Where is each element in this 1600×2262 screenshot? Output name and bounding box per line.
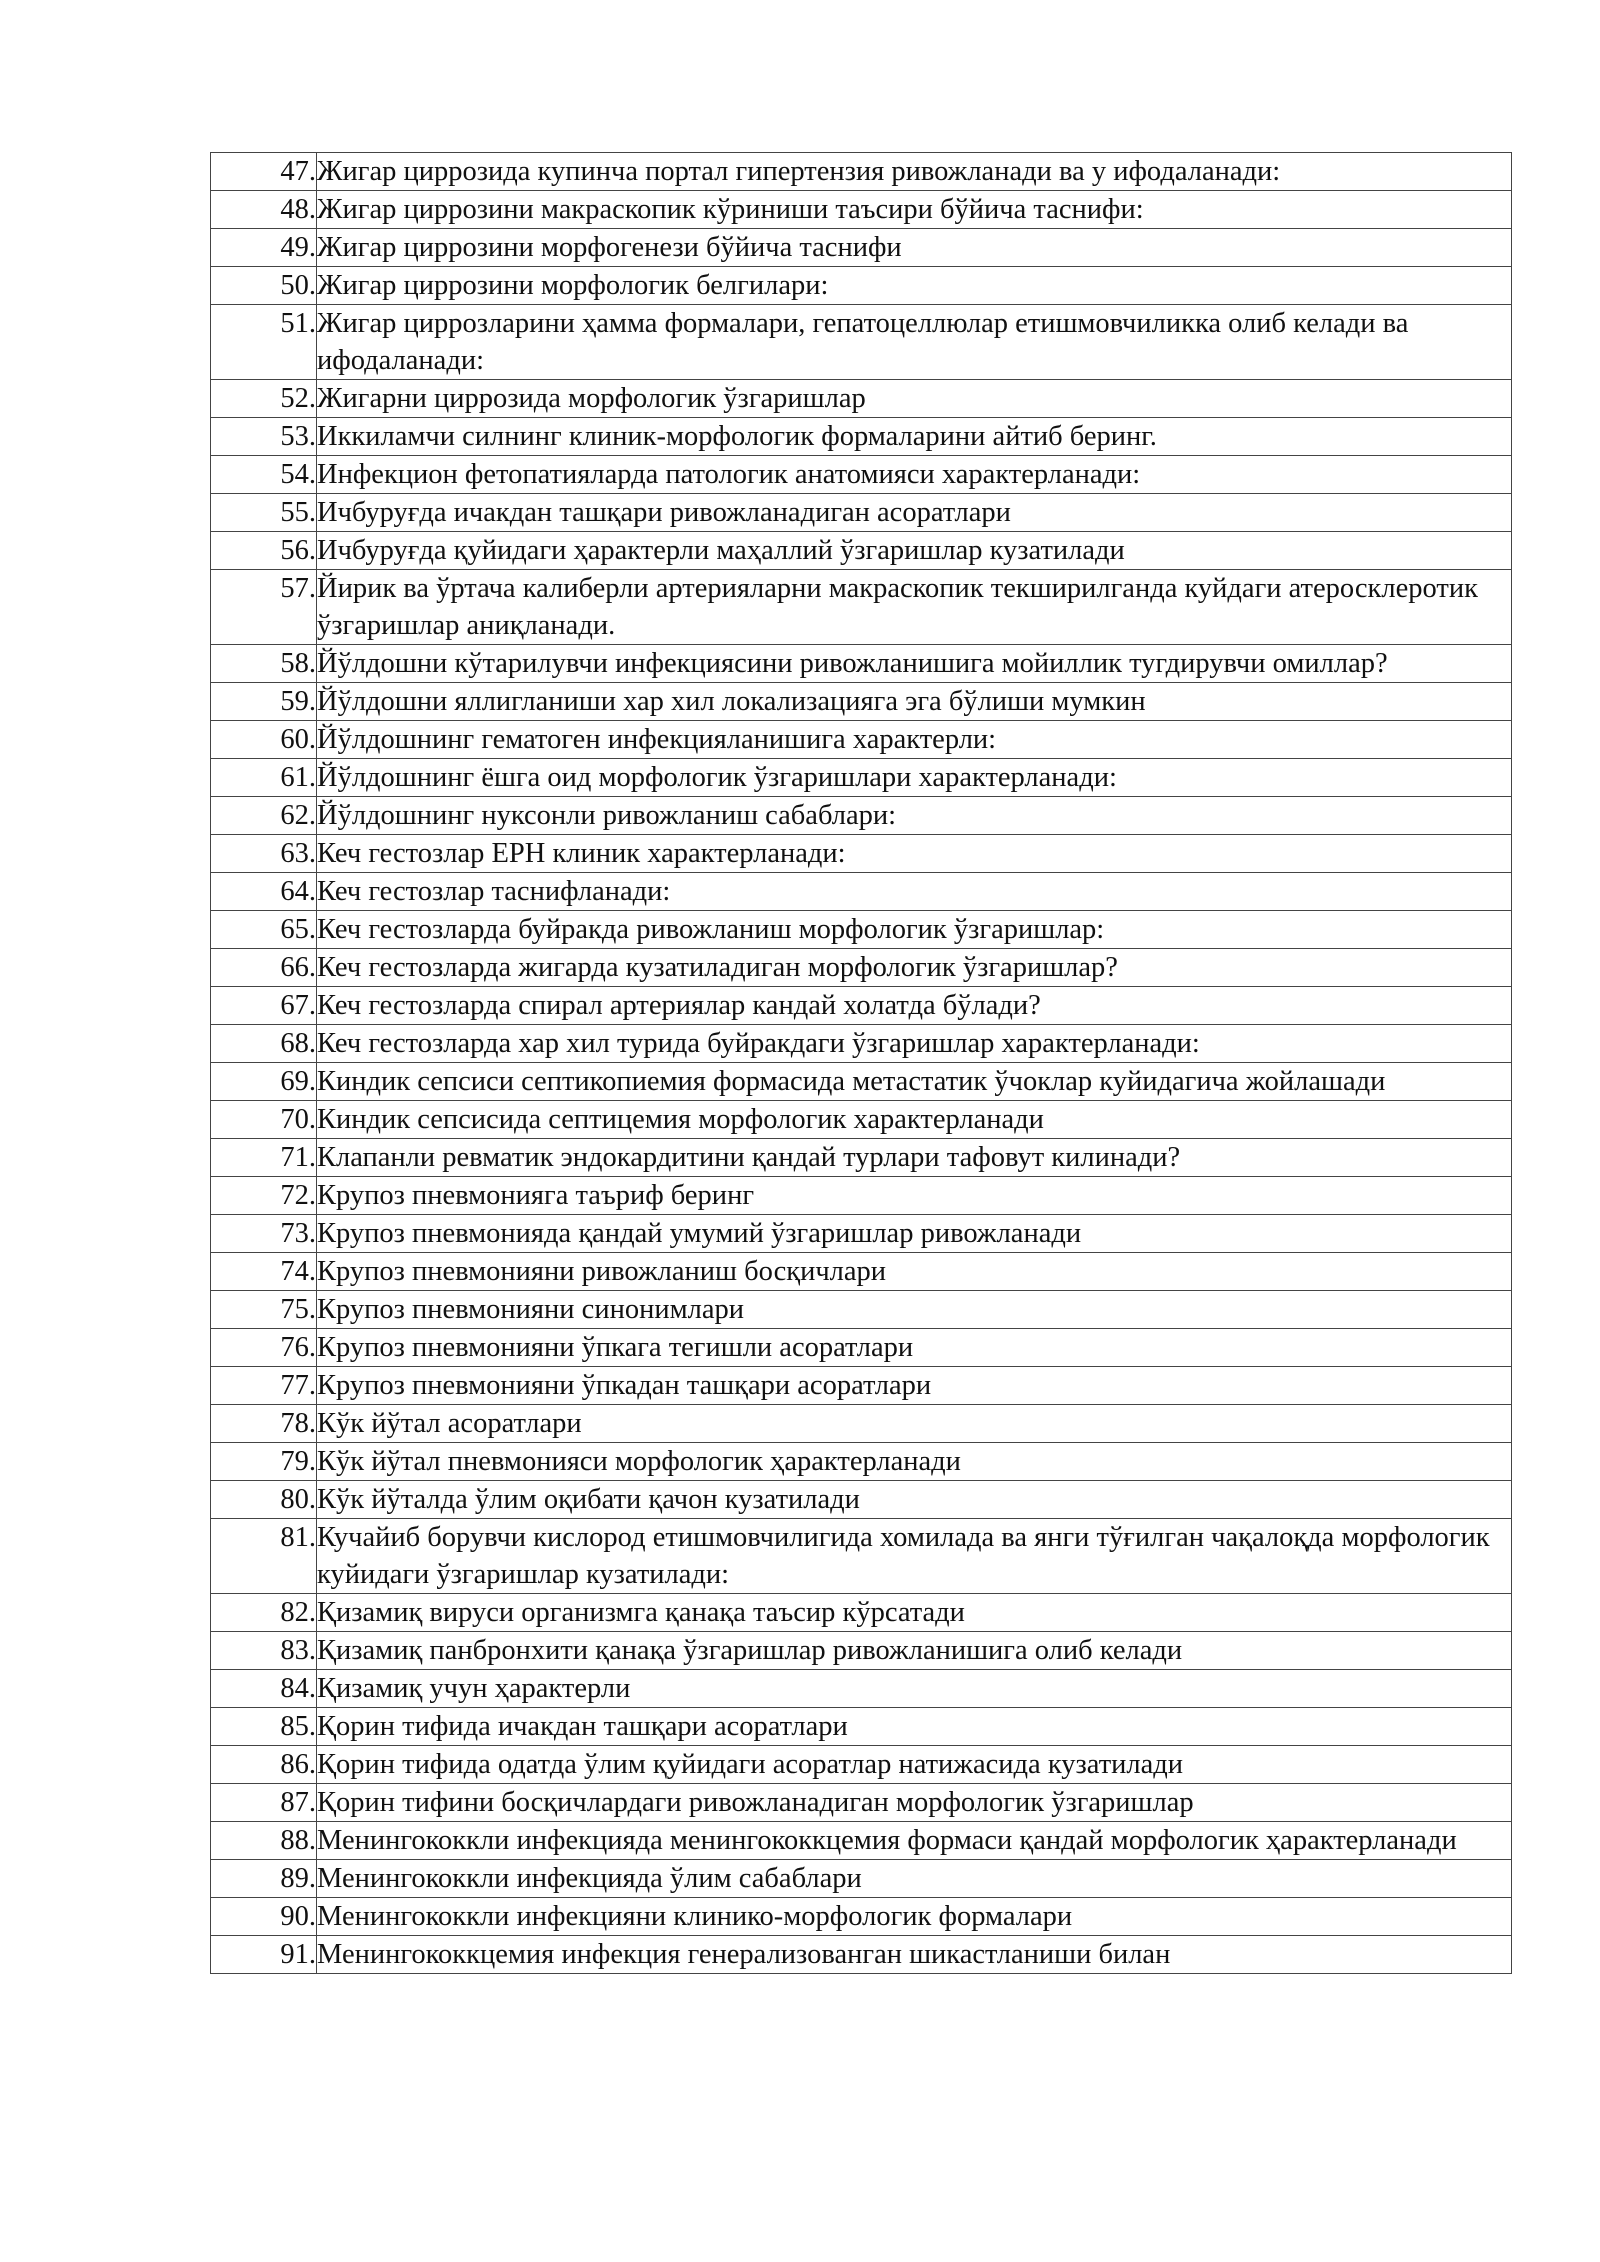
question-number: 56. <box>211 532 317 570</box>
question-number: 85. <box>211 1708 317 1746</box>
table-row <box>211 1519 1512 1594</box>
table-row <box>211 1063 1512 1101</box>
question-text: Крупоз пневмонияни ўпкага тегишли асоратлари <box>317 1329 1512 1367</box>
table-row <box>211 1898 1512 1936</box>
question-text: Кеч гестозларда хар хил турида буйракдаги ўзгаришлар характерланади: <box>317 1025 1512 1063</box>
table-row <box>211 1632 1512 1670</box>
question-text: Кўк йўталда ўлим оқибати қачон кузатилади <box>317 1481 1512 1519</box>
question-number: 70. <box>211 1101 317 1139</box>
question-text: Менингококкли инфекцияда ўлим сабаблари <box>317 1860 1512 1898</box>
question-text: Киндик сепсиси септикопиемия формасида метастатик ўчоклар куйидагича жойлашади <box>317 1063 1512 1101</box>
table-row <box>211 1291 1512 1329</box>
question-text: Қизамиқ панбронхити қанақа ўзгаришлар ривожланишига олиб келади <box>317 1632 1512 1670</box>
question-number: 62. <box>211 797 317 835</box>
question-text: Жигарни циррозида морфологик ўзгаришлар <box>317 380 1512 418</box>
table-row <box>211 1139 1512 1177</box>
table-row <box>211 949 1512 987</box>
question-number: 76. <box>211 1329 317 1367</box>
table-row <box>211 1101 1512 1139</box>
table-row <box>211 456 1512 494</box>
question-number: 90. <box>211 1898 317 1936</box>
question-text: Крупоз пневмонияга таъриф беринг <box>317 1177 1512 1215</box>
question-number: 55. <box>211 494 317 532</box>
questions-table-body <box>211 153 1512 1974</box>
table-row <box>211 494 1512 532</box>
question-number: 86. <box>211 1746 317 1784</box>
question-text: Қизамиқ учун ҳарактерли <box>317 1670 1512 1708</box>
table-row <box>211 1253 1512 1291</box>
question-text: Инфекцион фетопатияларда патологик анатомияси характерланади: <box>317 456 1512 494</box>
table-row <box>211 835 1512 873</box>
question-text: Йўлдошнинг гематоген инфекцияланишига характерли: <box>317 721 1512 759</box>
table-row <box>211 305 1512 380</box>
question-number: 89. <box>211 1860 317 1898</box>
question-text: Йўлдошнинг нуксонли ривожланиш сабаблари: <box>317 797 1512 835</box>
table-row <box>211 1822 1512 1860</box>
question-number: 57. <box>211 570 317 645</box>
question-number: 73. <box>211 1215 317 1253</box>
question-text: Қорин тифида ичакдан ташқари асоратлари <box>317 1708 1512 1746</box>
table-row <box>211 873 1512 911</box>
question-text: Кўк йўтал асоратлари <box>317 1405 1512 1443</box>
question-number: 51. <box>211 305 317 380</box>
question-number: 69. <box>211 1063 317 1101</box>
question-number: 75. <box>211 1291 317 1329</box>
table-row <box>211 1025 1512 1063</box>
question-number: 50. <box>211 267 317 305</box>
question-text: Кеч гестозларда буйракда ривожланиш морфологик ўзгаришлар: <box>317 911 1512 949</box>
question-number: 53. <box>211 418 317 456</box>
question-number: 80. <box>211 1481 317 1519</box>
question-number: 78. <box>211 1405 317 1443</box>
question-text: Крупоз пневмонияни синонимлари <box>317 1291 1512 1329</box>
table-row <box>211 645 1512 683</box>
question-text: Жигар циррозини морфологик белгилари: <box>317 267 1512 305</box>
question-number: 49. <box>211 229 317 267</box>
table-row <box>211 1860 1512 1898</box>
question-number: 58. <box>211 645 317 683</box>
question-text: Жигар циррозларини ҳамма формалари, гепатоцеллюлар етишмовчиликка олиб келади ва ифодаланади: <box>317 305 1512 380</box>
question-number: 91. <box>211 1936 317 1974</box>
question-text: Ичбуруғда ичакдан ташқари ривожланадиган асоратлари <box>317 494 1512 532</box>
question-text: Менингококкли инфекцияда менингококкцемия формаси қандай морфологик ҳарактерланади <box>317 1822 1512 1860</box>
table-row <box>211 1367 1512 1405</box>
question-number: 71. <box>211 1139 317 1177</box>
table-row <box>211 153 1512 191</box>
table-row <box>211 1746 1512 1784</box>
table-row <box>211 418 1512 456</box>
question-number: 67. <box>211 987 317 1025</box>
question-text: Қорин тифини босқичлардаги ривожланадиган морфологик ўзгаришлар <box>317 1784 1512 1822</box>
table-row <box>211 1670 1512 1708</box>
table-row <box>211 797 1512 835</box>
question-text: Крупоз пневмонияда қандай умумий ўзгаришлар ривожланади <box>317 1215 1512 1253</box>
question-number: 83. <box>211 1632 317 1670</box>
question-number: 68. <box>211 1025 317 1063</box>
table-row <box>211 1443 1512 1481</box>
question-text: Қизамиқ вируси организмга қанақа таъсир кўрсатади <box>317 1594 1512 1632</box>
question-number: 48. <box>211 191 317 229</box>
table-row <box>211 759 1512 797</box>
question-text: Клапанли ревматик эндокардитини қандай турлари тафовут килинади? <box>317 1139 1512 1177</box>
question-number: 52. <box>211 380 317 418</box>
question-text: Кеч гестозлар таснифланади: <box>317 873 1512 911</box>
question-text: Жигар циррозида купинча портал гипертензия ривожланади ва у ифодаланади: <box>317 153 1512 191</box>
question-number: 54. <box>211 456 317 494</box>
question-number: 81. <box>211 1519 317 1594</box>
question-text: Менингококкли инфекцияни клинико-морфологик формалари <box>317 1898 1512 1936</box>
question-number: 87. <box>211 1784 317 1822</box>
question-text: Жигар циррозини макраскопик кўриниши таъсири бўйича таснифи: <box>317 191 1512 229</box>
question-text: Йўлдошни яллигланиши хар хил локализацияга эга бўлиши мумкин <box>317 683 1512 721</box>
question-text: Ичбуруғда қуйидаги ҳарактерли маҳаллий ўзгаришлар кузатилади <box>317 532 1512 570</box>
question-number: 65. <box>211 911 317 949</box>
question-text: Йирик ва ўртача калиберли артерияларни макраскопик текширилганда куйдаги атеросклеротик ўзгаришлар аниқланади. <box>317 570 1512 645</box>
table-row <box>211 229 1512 267</box>
question-number: 84. <box>211 1670 317 1708</box>
question-text: Қорин тифида одатда ўлим қуйидаги асоратлар натижасида кузатилади <box>317 1746 1512 1784</box>
question-number: 79. <box>211 1443 317 1481</box>
table-row <box>211 1784 1512 1822</box>
table-row <box>211 683 1512 721</box>
question-number: 82. <box>211 1594 317 1632</box>
table-row <box>211 191 1512 229</box>
table-row <box>211 267 1512 305</box>
table-row <box>211 987 1512 1025</box>
question-number: 60. <box>211 721 317 759</box>
question-text: Иккиламчи силнинг клиник-морфологик формаларини айтиб беринг. <box>317 418 1512 456</box>
table-row <box>211 721 1512 759</box>
question-number: 61. <box>211 759 317 797</box>
question-number: 59. <box>211 683 317 721</box>
table-row <box>211 1177 1512 1215</box>
table-row <box>211 570 1512 645</box>
question-text: Кучайиб борувчи кислород етишмовчилигида хомилада ва янги тўғилган чақалоқда морфологик куйидаги ўзгаришлар кузатилади: <box>317 1519 1512 1594</box>
question-number: 72. <box>211 1177 317 1215</box>
table-row <box>211 532 1512 570</box>
question-number: 64. <box>211 873 317 911</box>
question-text: Кеч гестозлар ЕРН клиник характерланади: <box>317 835 1512 873</box>
table-row <box>211 1329 1512 1367</box>
question-text: Кўк йўтал пневмонияси морфологик ҳарактерланади <box>317 1443 1512 1481</box>
question-text: Менингококкцемия инфекция генерализованган шикастланиши билан <box>317 1936 1512 1974</box>
questions-table <box>210 152 1512 1974</box>
table-row <box>211 1215 1512 1253</box>
question-text: Кеч гестозларда спирал артериялар кандай холатда бўлади? <box>317 987 1512 1025</box>
question-text: Кеч гестозларда жигарда кузатиладиган морфологик ўзгаришлар? <box>317 949 1512 987</box>
question-number: 74. <box>211 1253 317 1291</box>
table-row <box>211 1936 1512 1974</box>
question-text: Крупоз пневмонияни ривожланиш босқичлари <box>317 1253 1512 1291</box>
question-text: Крупоз пневмонияни ўпкадан ташқари асоратлари <box>317 1367 1512 1405</box>
question-number: 66. <box>211 949 317 987</box>
table-row <box>211 1594 1512 1632</box>
question-number: 88. <box>211 1822 317 1860</box>
question-number: 47. <box>211 153 317 191</box>
question-text: Йўлдошни кўтарилувчи инфекциясини ривожланишига мойиллик тугдирувчи омиллар? <box>317 645 1512 683</box>
table-row <box>211 1405 1512 1443</box>
table-row <box>211 1481 1512 1519</box>
table-row <box>211 911 1512 949</box>
question-number: 77. <box>211 1367 317 1405</box>
question-text: Жигар циррозини морфогенези бўйича таснифи <box>317 229 1512 267</box>
question-text: Киндик сепсисида септицемия морфологик характерланади <box>317 1101 1512 1139</box>
table-row <box>211 380 1512 418</box>
question-number: 63. <box>211 835 317 873</box>
table-row <box>211 1708 1512 1746</box>
question-text: Йўлдошнинг ёшга оид морфологик ўзгаришлари характерланади: <box>317 759 1512 797</box>
